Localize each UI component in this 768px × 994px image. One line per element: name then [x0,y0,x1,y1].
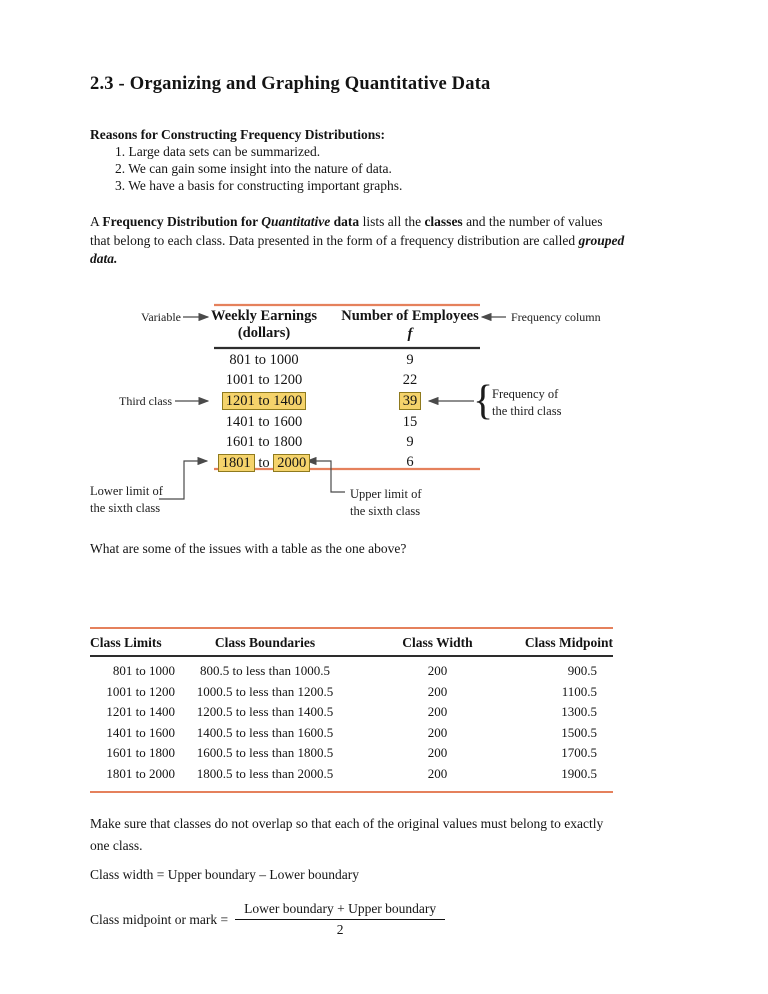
cell-class-limits: 1401 to 1600 [106,724,175,740]
class-analysis-table [90,627,613,793]
to-text: to [258,455,270,471]
fig-frequency-cell: 9 [406,434,414,450]
cell-class-boundaries: 1200.5 to less than 1400.5 [196,704,334,720]
fig-class-cell: 1401 to 1600 [225,414,303,430]
midpoint-formula-lhs: Class midpoint or mark = [90,911,229,927]
header-class-boundaries: Class Boundaries [214,635,316,650]
cell-class-limits: 801 to 1000 [112,663,175,678]
definition-line-2: that belong to each class. Data presented in the form of a frequency distribution are called grouped [90,232,625,248]
upper-limit-highlight: 2000 [273,454,310,472]
cell-class-width: 200 [427,704,448,720]
fraction-denominator: 2 [336,922,344,937]
fig-class-cell-sixth [194,454,334,472]
table-row [90,661,613,682]
cell-class-limits: 1201 to 1400 [106,704,175,720]
fig-class-cell: 801 to 1000 [229,352,299,368]
reasons-item-3: 3. We have a basis for constructing important graphs. [115,177,403,193]
table-row [90,682,613,703]
cell-class-midpoint: 1700.5 [561,745,597,761]
midpoint-fraction [235,901,445,938]
definition-line-3: data. [90,251,118,267]
reasons-item-1: 1. Large data sets can be summarized. [115,144,321,159]
cell-class-boundaries: 800.5 to less than 1000.5 [200,663,330,678]
fig-class-cell: 1601 to 1800 [225,434,303,450]
frequency-column-label: Frequency column [511,310,601,324]
header-class-width: Class Width [402,635,473,650]
definition-paragraph [90,213,690,269]
third-class-highlight: 1201 to 1400 [222,392,307,410]
upper-limit-label-line2: the sixth class [350,504,421,518]
fig-class-cell: 1001 to 1200 [225,372,303,388]
cell-class-boundaries: 1800.5 to less than 2000.5 [196,765,334,781]
fig-frequency-cell: 9 [406,352,414,368]
lower-limit-highlight: 1801 [218,454,255,472]
third-class-frequency-highlight: 39 [399,392,422,410]
figure-col2-header: Number of Employees [341,308,479,324]
cell-class-width: 200 [427,745,448,761]
header-class-limits: Class Limits [90,635,162,650]
fig-frequency-cell: 15 [402,414,418,430]
table-body [90,657,613,791]
cell-class-limits: 1001 to 1200 [106,683,175,699]
cell-class-width: 200 [427,724,448,740]
table-row [90,702,613,723]
header-class-midpoint: Class Midpoint [524,635,613,650]
overlap-note [90,813,603,856]
overlap-note-line1: Make sure that classes do not overlap so that each of the original values must belong to exactly [90,816,604,831]
figure-frequency-symbol: f [407,326,413,342]
class-width-formula: Class width = Upper boundary – Lower boundary [90,867,359,882]
curly-brace: { [473,378,494,424]
table-row [90,743,613,764]
cell-class-width: 200 [427,663,448,678]
frequency-of-label-line1: Frequency of [492,387,559,401]
variable-label: Variable [141,310,181,324]
table-row [90,764,613,785]
figure-col1-subheader: (dollars) [237,325,291,341]
third-class-label: Third class [119,394,172,408]
cell-class-midpoint: 1300.5 [561,704,597,720]
lower-limit-label-line1: Lower limit of [90,484,163,498]
page-title: 2.3 - Organizing and Graphing Quantitative Data [90,74,491,94]
fig-class-cell-highlighted [194,392,334,410]
cell-class-midpoint: 1900.5 [561,765,597,781]
cell-class-boundaries: 1600.5 to less than 1800.5 [196,745,334,761]
figure-col1-header: Weekly Earnings [211,308,317,324]
table-header-row [90,629,613,657]
frequency-distribution-figure [0,293,768,538]
cell-class-limits: 1601 to 1800 [106,745,175,761]
reasons-list [115,144,402,194]
cell-class-midpoint: 900.5 [567,663,597,678]
cell-class-width: 200 [427,683,448,699]
class-midpoint-formula [90,901,445,938]
fig-frequency-cell-highlighted [370,392,450,410]
cell-class-boundaries: 1000.5 to less than 1200.5 [196,683,334,699]
definition-line-1: A Frequency Distribution for Quantitative data lists all the classes and the number of values [90,214,603,229]
fig-frequency-cell: 22 [402,372,418,388]
cell-class-boundaries: 1400.5 to less than 1600.5 [196,724,334,740]
cell-class-limits: 1801 to 2000 [106,765,175,781]
frequency-of-label-line2: the third class [492,404,562,418]
cell-class-midpoint: 1100.5 [561,683,597,699]
overlap-note-line2: one class. [90,837,143,853]
lower-limit-label-line2: the sixth class [90,501,161,515]
table-row [90,723,613,744]
reasons-heading: Reasons for Constructing Frequency Distributions: [90,127,386,142]
cell-class-width: 200 [427,765,448,781]
question-text: What are some of the issues with a table as the one above? [90,541,407,556]
fig-frequency-cell: 6 [406,454,414,470]
upper-limit-label-line1: Upper limit of [350,487,422,501]
cell-class-midpoint: 1500.5 [561,724,597,740]
reasons-item-2: 2. We can gain some insight into the nature of data. [115,160,392,176]
fraction-numerator: Lower boundary + Upper boundary [235,901,445,920]
